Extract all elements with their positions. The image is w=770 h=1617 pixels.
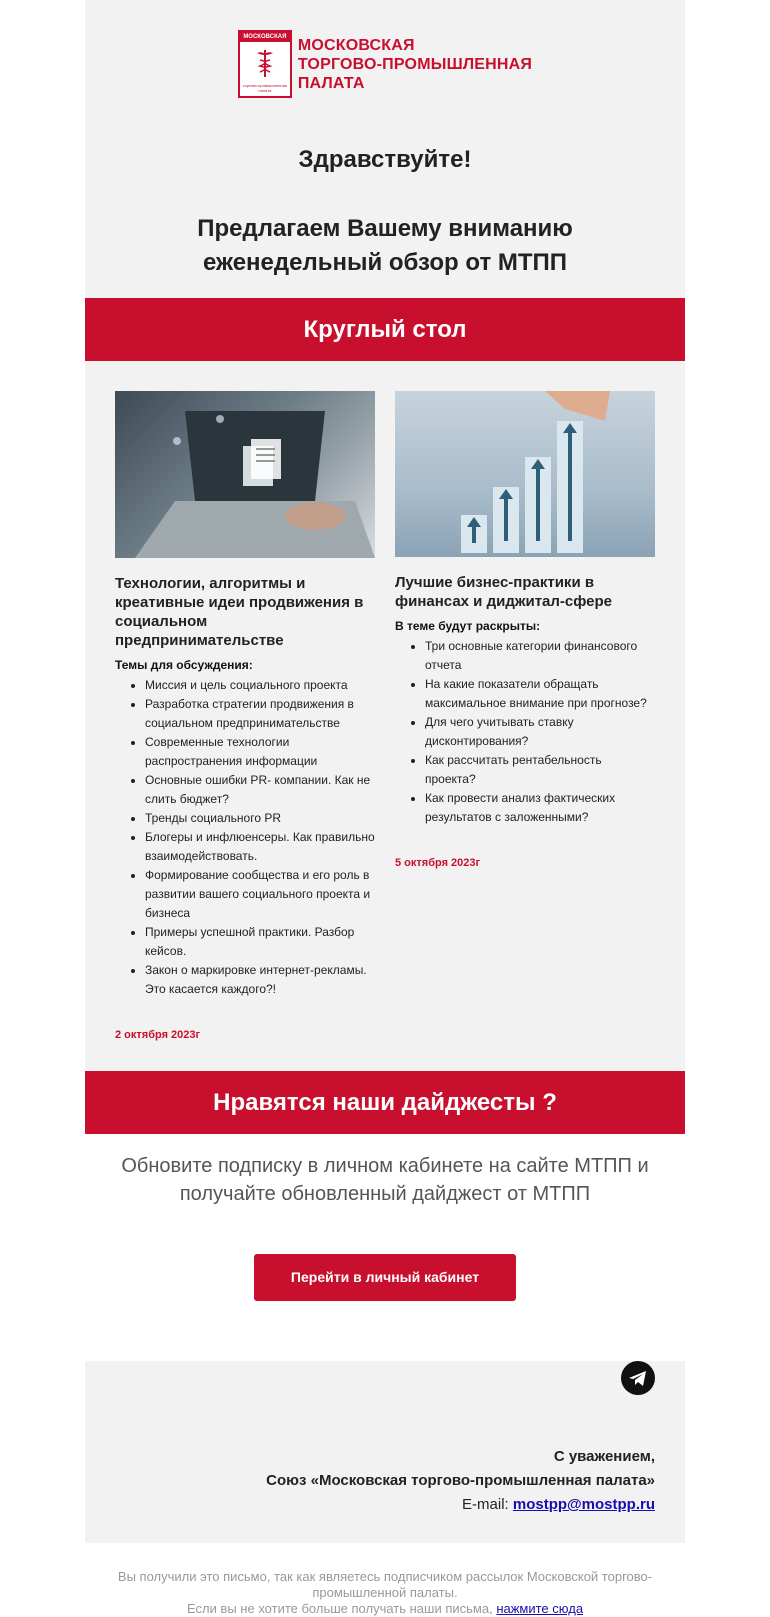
logo-wordmark bbox=[298, 36, 532, 93]
event-card bbox=[115, 391, 375, 1041]
email-footer bbox=[85, 1361, 685, 1543]
list-item: • Закон о маркировке интернет-рекламы. Это касается каждого?! bbox=[145, 961, 375, 999]
unsubscribe-line bbox=[115, 1601, 655, 1617]
list-item: • Основные ошибки PR- компании. Как не слить бюджет? bbox=[145, 771, 375, 809]
disclaimer-text: Вы получили это письмо, так как являетесь подписчиком рассылок Московской торгово-промышленной палаты. bbox=[117, 1569, 653, 1600]
list-item: • Как провести анализ фактических результатов с заложенными? bbox=[425, 789, 655, 827]
subscribe-text: Обновите подписку в личном кабинете на сайте МТПП и получайте обновленный дайджест от МТПП bbox=[121, 1155, 649, 1205]
card-subtitle: В теме будут раскрыты: bbox=[395, 619, 541, 633]
logo-line-1: МОСКОВСКАЯ bbox=[297, 36, 415, 54]
cards-section bbox=[85, 361, 685, 1071]
intro-heading: Предлагаем Вашему вниманию еженедельный обзор от МТПП bbox=[197, 215, 573, 276]
logo-line-2: ТОРГОВО-ПРОМЫШЛЕННАЯ bbox=[297, 55, 533, 73]
regards-text: С уважением, bbox=[553, 1448, 655, 1465]
email-container bbox=[85, 0, 685, 1617]
organization-name: Союз «Московская торгово-промышленная палата» bbox=[266, 1472, 655, 1489]
list-item: • Разработка стратегии продвижения в социальном предпринимательстве bbox=[145, 695, 375, 733]
list-item: • Примеры успешной практики. Разбор кейсов. bbox=[145, 923, 375, 961]
logo-line-3: ПАЛАТА bbox=[297, 74, 365, 92]
unsubscribe-text: Если вы не хотите больше получать наши письма, bbox=[186, 1601, 497, 1616]
list-item: • Три основные категории финансового отчета bbox=[425, 637, 655, 675]
topics-list bbox=[115, 676, 375, 999]
emblem-bottom-text: торгово-промышленная палата bbox=[242, 83, 287, 93]
list-item: • Современные технологии распространения информации bbox=[145, 733, 375, 771]
list-item: • Как рассчитать рентабельность проекта? bbox=[425, 751, 655, 789]
section-title-band: Круглый стол bbox=[85, 298, 685, 361]
list-item: • Для чего учитывать ставку дисконтирования? bbox=[425, 713, 655, 751]
greeting: Здравствуйте! bbox=[298, 146, 472, 173]
laptop-documents-image[interactable] bbox=[115, 391, 375, 558]
list-item: • Миссия и цель социального проекта bbox=[145, 676, 375, 695]
card-title[interactable]: Лучшие бизнес-практики в финансах и диджитал-сфере bbox=[395, 574, 613, 610]
email-label: E-mail: bbox=[462, 1496, 513, 1513]
list-item: • Формирование сообщества и его роль в развитии вашего социального проекта и бизнеса bbox=[145, 866, 375, 923]
unsubscribe-link[interactable]: нажмите сюда bbox=[496, 1601, 584, 1616]
regards-block bbox=[115, 1445, 655, 1493]
contact-email bbox=[115, 1493, 655, 1517]
growth-blocks-image[interactable] bbox=[395, 391, 655, 557]
card-date: 2 октября 2023г bbox=[115, 1029, 201, 1041]
topics-list bbox=[395, 637, 655, 827]
email-header bbox=[85, 0, 685, 298]
email-link[interactable]: mostpp@mostpp.ru bbox=[512, 1496, 655, 1513]
list-item: • На какие показатели обращать максимальное внимание при прогнозе? bbox=[425, 675, 655, 713]
card-title[interactable]: Технологии, алгоритмы и креативные идеи продвижения в социальном предпринимательстве bbox=[115, 575, 364, 649]
emblem-top-text: МОСКОВСКАЯ bbox=[240, 32, 290, 42]
card-subtitle: Темы для обсуждения: bbox=[115, 658, 253, 672]
card-date: 5 октября 2023г bbox=[395, 857, 481, 869]
telegram-icon[interactable] bbox=[621, 1361, 655, 1395]
caduceus-icon bbox=[254, 42, 276, 83]
event-card bbox=[395, 391, 655, 1041]
disclaimer bbox=[85, 1543, 685, 1617]
digest-banner: Нравятся наши дайджесты ? bbox=[85, 1071, 685, 1134]
subscribe-section bbox=[85, 1134, 685, 1331]
mtpp-logo[interactable] bbox=[115, 30, 655, 98]
mtpp-emblem-icon bbox=[238, 30, 292, 98]
list-item: • Блогеры и инфлюенсеры. Как правильно взаимодействовать. bbox=[145, 828, 375, 866]
personal-account-button[interactable]: Перейти в личный кабинет bbox=[254, 1254, 516, 1301]
list-item: • Тренды социального PR bbox=[145, 809, 375, 828]
